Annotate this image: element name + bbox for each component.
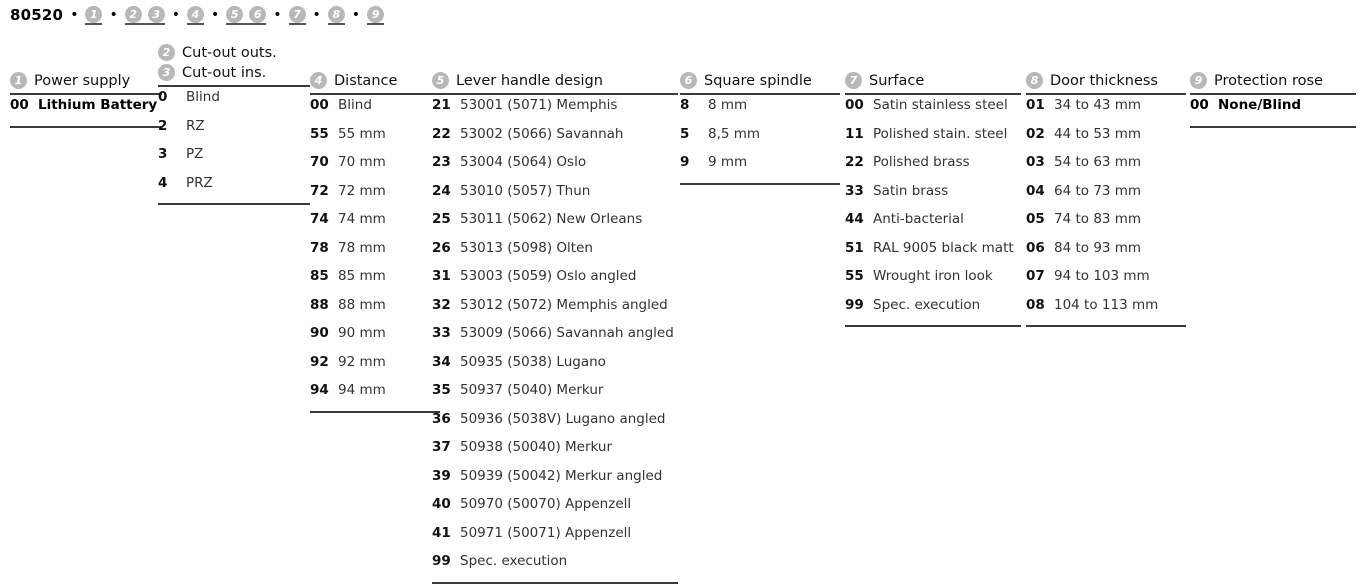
option-code: 25 (432, 211, 451, 227)
option-list-surface (845, 97, 1021, 327)
option-label: 53011 (5062) New Orleans (460, 211, 643, 227)
option-code: 03 (1026, 154, 1045, 170)
list-item[interactable] (432, 325, 678, 354)
list-item[interactable] (310, 240, 440, 269)
list-item[interactable] (432, 439, 678, 468)
list-item[interactable] (1026, 183, 1186, 212)
option-label: 53002 (5066) Savannah (460, 125, 624, 142)
option-code: 90 (310, 325, 329, 341)
code-badge-4: 4 (187, 6, 204, 23)
option-label: Anti-bacterial (873, 211, 964, 227)
list-item[interactable] (432, 411, 678, 440)
list-item[interactable] (432, 154, 678, 183)
option-label: Blind (338, 97, 372, 113)
option-code: 51 (845, 239, 864, 256)
option-list-power-supply (10, 97, 162, 128)
option-label: 94 mm (338, 382, 386, 398)
option-code: 78 (310, 239, 329, 256)
code-separator-1: • (70, 7, 79, 23)
option-label: 50970 (50070) Appenzell (460, 496, 632, 512)
list-item[interactable] (432, 183, 678, 212)
option-label: 94 to 103 mm (1054, 268, 1150, 284)
column-header-square-spindle (680, 72, 840, 95)
option-list-cutout-ins (158, 89, 310, 205)
code-badge-6: 6 (249, 6, 266, 23)
code-badge-7: 7 (289, 6, 306, 23)
option-code: 9 (680, 154, 690, 170)
option-code: 24 (432, 182, 451, 199)
list-item[interactable] (432, 468, 678, 497)
option-code: 34 (432, 353, 451, 370)
badge-9-icon: 9 (1190, 72, 1207, 89)
option-label: 74 mm (338, 211, 386, 227)
option-label: 50971 (50071) Appenzell (460, 524, 632, 541)
option-code: 33 (432, 325, 451, 341)
list-item[interactable] (432, 297, 678, 326)
option-label: RAL 9005 black matt (873, 239, 1014, 256)
option-label: 50935 (5038) Lugano (460, 353, 606, 370)
column-title-square-spindle: Square spindle (704, 72, 812, 89)
option-code: 00 (845, 97, 864, 113)
option-code: 11 (845, 125, 864, 142)
option-code: 94 (310, 382, 329, 398)
list-item[interactable] (158, 175, 310, 204)
list-item[interactable] (680, 126, 840, 155)
column-title-protection-rose: Protection rose (1214, 72, 1323, 89)
option-code: 92 (310, 353, 329, 370)
option-code: 74 (310, 211, 329, 227)
option-label: 53010 (5057) Thun (460, 182, 591, 199)
list-item[interactable] (845, 183, 1021, 212)
option-label: 64 to 73 mm (1054, 182, 1142, 199)
code-badge-9: 9 (367, 6, 384, 23)
list-item[interactable] (432, 382, 678, 411)
option-code: 02 (1026, 125, 1045, 142)
list-item[interactable] (432, 354, 678, 383)
code-group-2[interactable] (125, 6, 165, 25)
option-code: 35 (432, 382, 451, 398)
option-code: 37 (432, 439, 451, 455)
option-code: 39 (432, 467, 451, 484)
option-code: 32 (432, 296, 451, 313)
option-label: 90 mm (338, 325, 386, 341)
option-list-lever-handle-design (432, 97, 678, 584)
option-label: 72 mm (338, 182, 386, 199)
option-label: 53013 (5098) Olten (460, 239, 593, 256)
column-surface (845, 72, 1021, 327)
option-label: Satin brass (873, 182, 949, 199)
list-item[interactable] (680, 97, 840, 126)
option-code: 0 (158, 89, 168, 105)
option-label: RZ (186, 117, 205, 134)
list-item[interactable] (845, 154, 1021, 183)
list-item[interactable] (1026, 211, 1186, 240)
list-item[interactable] (432, 525, 678, 554)
column-title-distance: Distance (334, 72, 398, 89)
badge-2-icon: 2 (158, 44, 175, 61)
code-separator-4: • (210, 7, 220, 23)
column-distance (310, 72, 440, 413)
option-code: 41 (432, 524, 451, 541)
option-code: 22 (845, 154, 864, 170)
column-header-power-supply (10, 72, 162, 95)
option-label: 88 mm (338, 296, 386, 313)
list-item[interactable] (845, 211, 1021, 240)
option-label: 84 to 93 mm (1054, 239, 1142, 256)
list-item[interactable] (1026, 240, 1186, 269)
list-item[interactable] (310, 126, 440, 155)
option-label: 53012 (5072) Memphis angled (460, 296, 668, 313)
column-header-surface (845, 72, 1021, 95)
badge-8-icon: 8 (1026, 72, 1043, 89)
option-label: 85 mm (338, 268, 386, 284)
list-item[interactable] (1026, 126, 1186, 155)
option-label: Satin stainless steel (873, 97, 1008, 113)
option-code: 2 (158, 117, 168, 134)
option-code: 00 (10, 97, 29, 113)
column-lever-handle-design (432, 72, 678, 584)
option-label: None/Blind (1218, 97, 1302, 113)
option-label: Polished brass (873, 154, 970, 170)
option-label: 53009 (5066) Savannah angled (460, 325, 674, 341)
column-protection-rose (1190, 72, 1356, 128)
code-badge-8: 8 (328, 6, 345, 23)
option-label: 104 to 113 mm (1054, 296, 1159, 313)
option-label: 8,5 mm (708, 125, 761, 142)
list-item[interactable] (310, 268, 440, 297)
option-code: 26 (432, 239, 451, 256)
list-item[interactable] (432, 268, 678, 297)
list-item[interactable] (310, 325, 440, 354)
column-header-lever-handle-design (432, 72, 678, 95)
option-label: 50938 (50040) Merkur (460, 439, 613, 455)
code-separator-2: • (109, 7, 118, 23)
option-label: PZ (186, 146, 204, 162)
option-label: 92 mm (338, 353, 386, 370)
list-item[interactable] (432, 211, 678, 240)
column-title-surface: Surface (869, 72, 925, 89)
code-separator-5: • (273, 7, 282, 23)
option-label: 54 to 63 mm (1054, 154, 1142, 170)
list-item[interactable] (845, 97, 1021, 126)
option-label: 70 mm (338, 154, 386, 170)
list-item[interactable] (158, 146, 310, 175)
option-list-square-spindle (680, 97, 840, 185)
option-code: 08 (1026, 296, 1045, 313)
list-item[interactable] (158, 118, 310, 147)
badge-4-icon: 4 (310, 72, 327, 89)
option-code: 88 (310, 296, 329, 313)
list-item[interactable] (10, 97, 162, 126)
badge-7-icon: 7 (845, 72, 862, 89)
option-list-distance (310, 97, 440, 413)
option-list-door-thickness (1026, 97, 1186, 327)
column-square-spindle (680, 72, 840, 185)
option-label: 55 mm (338, 125, 386, 142)
option-code: 00 (310, 97, 329, 113)
list-item[interactable] (310, 382, 440, 411)
list-item[interactable] (310, 354, 440, 383)
option-label: Blind (186, 89, 220, 105)
code-group-4[interactable] (226, 6, 266, 25)
list-item[interactable] (1026, 297, 1186, 326)
code-group-3[interactable] (187, 6, 204, 25)
list-item[interactable] (432, 553, 678, 582)
option-list-protection-rose (1190, 97, 1356, 128)
badge-6-icon: 6 (680, 72, 697, 89)
option-code: 70 (310, 154, 329, 170)
option-code: 04 (1026, 182, 1045, 199)
option-label: PRZ (186, 174, 213, 191)
code-separator-7: • (351, 7, 361, 23)
code-badge-3: 3 (148, 6, 165, 23)
product-code: 80520 (10, 6, 64, 24)
option-code: 01 (1026, 97, 1045, 113)
list-item[interactable] (310, 154, 440, 183)
code-group-6[interactable] (328, 6, 345, 25)
option-label: 44 to 53 mm (1054, 125, 1142, 142)
option-code: 40 (432, 496, 451, 512)
option-label: 78 mm (338, 239, 386, 256)
option-label: Lithium Battery (38, 97, 158, 113)
column-power-supply (10, 72, 162, 128)
list-item[interactable] (310, 183, 440, 212)
option-label: 34 to 43 mm (1054, 97, 1142, 113)
list-item[interactable] (432, 496, 678, 525)
option-code: 55 (845, 268, 864, 284)
code-badge-5: 5 (226, 6, 243, 23)
option-code: 4 (158, 174, 168, 191)
column-title-cutout-ins: Cut-out ins. (182, 64, 267, 81)
column-cutout (158, 44, 310, 205)
list-item[interactable] (1026, 154, 1186, 183)
option-label: 50939 (50042) Merkur angled (460, 467, 663, 484)
code-badge-1: 1 (85, 6, 102, 23)
product-code-line (10, 4, 384, 26)
option-label: 53003 (5059) Oslo angled (460, 268, 637, 284)
option-label: 53004 (5064) Oslo (460, 154, 587, 170)
list-item[interactable] (310, 97, 440, 126)
option-label: 53001 (5071) Memphis (460, 97, 618, 113)
option-code: 85 (310, 268, 329, 284)
code-separator-6: • (312, 7, 321, 23)
option-code: 00 (1190, 97, 1209, 113)
list-item[interactable] (845, 297, 1021, 326)
option-code: 36 (432, 410, 451, 427)
option-code: 07 (1026, 268, 1045, 284)
option-code: 31 (432, 268, 451, 284)
option-code: 72 (310, 182, 329, 199)
column-header-cutout-outs (158, 44, 310, 64)
list-item[interactable] (1026, 97, 1186, 126)
option-label: 9 mm (708, 154, 748, 170)
option-label: Polished stain. steel (873, 125, 1008, 142)
badge-5-icon: 5 (432, 72, 449, 89)
column-header-distance (310, 72, 440, 95)
option-code: 5 (680, 125, 690, 142)
column-title-power-supply: Power supply (34, 72, 131, 89)
badge-3-icon: 3 (158, 64, 175, 81)
code-group-5[interactable] (289, 6, 306, 25)
list-item[interactable] (310, 211, 440, 240)
badge-1-icon: 1 (10, 72, 27, 89)
option-code: 99 (845, 296, 864, 313)
column-door-thickness (1026, 72, 1186, 327)
list-item[interactable] (845, 240, 1021, 269)
option-code: 44 (845, 211, 864, 227)
option-label: 50936 (5038V) Lugano angled (460, 410, 666, 427)
option-code: 21 (432, 97, 451, 113)
option-code: 99 (432, 553, 451, 569)
list-item[interactable] (310, 297, 440, 326)
column-header-cutout-ins (158, 64, 310, 87)
column-header-door-thickness (1026, 72, 1186, 95)
option-label: Wrought iron look (873, 268, 993, 284)
option-code: 22 (432, 125, 451, 142)
list-item[interactable] (432, 240, 678, 269)
option-code: 06 (1026, 239, 1045, 256)
option-label: 50937 (5040) Merkur (460, 382, 604, 398)
list-item[interactable] (1190, 97, 1356, 126)
list-item[interactable] (845, 268, 1021, 297)
list-item[interactable] (845, 126, 1021, 155)
option-code: 55 (310, 125, 329, 142)
option-code: 8 (680, 97, 690, 113)
column-title-cutout-outs: Cut-out outs. (182, 44, 277, 61)
option-label: 74 to 83 mm (1054, 211, 1142, 227)
list-item[interactable] (432, 97, 678, 126)
list-item[interactable] (158, 89, 310, 118)
code-badge-2: 2 (125, 6, 142, 23)
list-item[interactable] (432, 126, 678, 155)
column-header-protection-rose (1190, 72, 1356, 95)
column-title-lever-handle-design: Lever handle design (456, 72, 603, 89)
code-group-1[interactable] (85, 6, 102, 25)
option-code: 3 (158, 146, 168, 162)
list-item[interactable] (680, 154, 840, 183)
code-group-7[interactable] (367, 6, 384, 25)
option-label: Spec. execution (460, 553, 568, 569)
option-code: 33 (845, 182, 864, 199)
option-label: 8 mm (708, 97, 748, 113)
option-code: 23 (432, 154, 451, 170)
option-code: 05 (1026, 211, 1045, 227)
column-title-door-thickness: Door thickness (1050, 72, 1158, 89)
list-item[interactable] (1026, 268, 1186, 297)
code-separator-3: • (171, 7, 180, 23)
option-label: Spec. execution (873, 296, 981, 313)
